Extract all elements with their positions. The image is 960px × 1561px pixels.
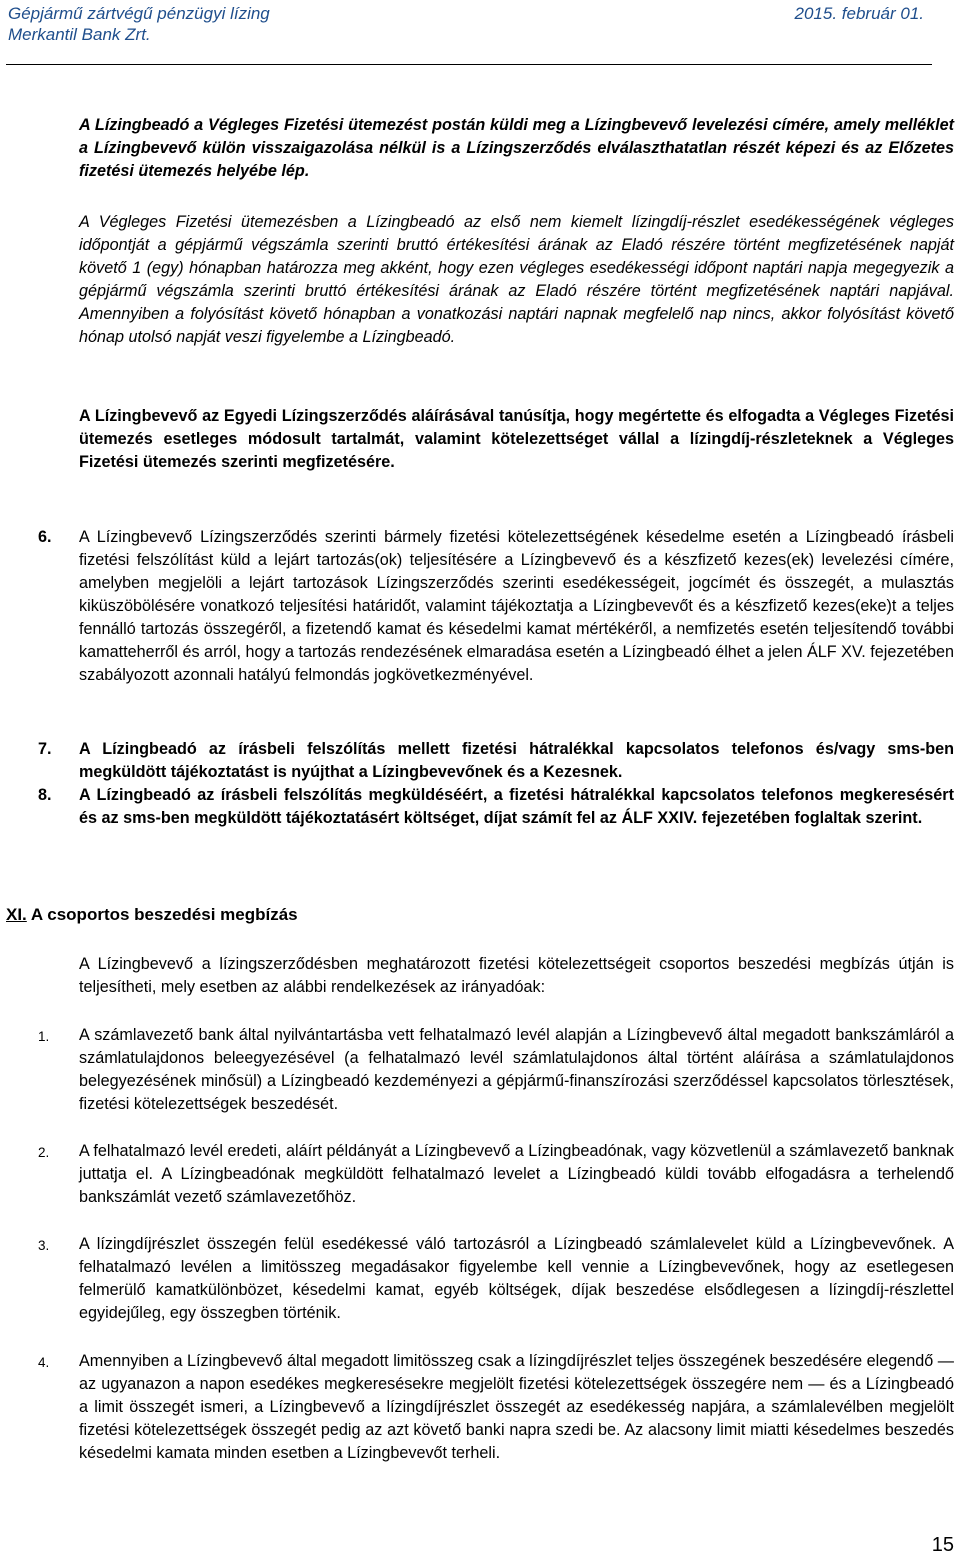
list-text: A lízingdíjrészlet összegén felül esedékessé váló tartozásról a Lízingbeadó számlalevelet küld a Lízingbevevőnek. A felhatalmazó levélen a limitösszeg megadásakor figyelembe kell vennie a Lízingbevevőnek, hogy az esetlegesen felmerülő kamatkülönbözet, késedelmi kamat, egyéb költségek, díjak beszedése elsődlegesen a lízingdíj-részlettel egyidejűleg, egy összegben történik. bbox=[79, 1235, 954, 1322]
page-header bbox=[6, 0, 932, 66]
list-number: 4. bbox=[38, 1355, 50, 1370]
list-item-7 bbox=[38, 738, 954, 784]
list-item-8 bbox=[38, 784, 954, 830]
list-text: A Lízingbeadó az írásbeli felszólítás mellett fizetési hátralékkal kapcsolatos telefonos és/vagy sms-ben megküldött tájékoztatást is nyújthat a Lízingbevevőnek és a Kezesnek. bbox=[79, 740, 954, 781]
list-number: 2. bbox=[38, 1145, 50, 1160]
header-divider bbox=[6, 64, 932, 65]
list-text: A Lízingbeadó az írásbeli felszólítás megküldéséért, a fizetési hátralékkal kapcsolatos telefonos megkeresésért és az sms-ben megküldött tájékoztatásért költséget, díjat számít fel az ÁLF XXIV. fejezetében foglaltak szerint. bbox=[79, 786, 954, 827]
section-item-4 bbox=[38, 1350, 954, 1465]
section-intro: A Lízingbevevő a lízingszerződésben meghatározott fizetési kötelezettségeit csoportos beszedési megbízás útján is teljesítheti, mely esetben az alábbi rendelkezések az irányadóak: bbox=[79, 955, 954, 996]
list-text: A számlavezető bank által nyilvántartásba vett felhatalmazó levél alapján a Lízingbevevő által megadott bankszámláról a számlatulajdonos beleegyezésével (a felhatalmazó levél számlatulajdonos által történt aláírása a számlatulajdonos belegyezésének minősül) a Lízingbeadó kezdeményezi a gépjármű-finanszírozási szerződéssel kapcsolatos törlesztések, fizetési kötelezettségek beszedését. bbox=[79, 1026, 954, 1113]
section-title: A csoportos beszedési megbízás bbox=[30, 905, 298, 924]
section-heading bbox=[6, 903, 298, 927]
paragraph-schedule-details: A Végleges Fizetési ütemezésben a Lízingbeadó az első nem kiemelt lízingdíj-részlet esedékességének végleges időpontját a gépjármű végszámla szerinti bruttó értékesítési árának az Eladó részére történt megfizetésének napját követő 1 (egy) hónapban határozza meg akként, hogy ezen végleges esedékességi időpont naptári napja megegyezik a gépjármű végszámla szerinti bruttó értékesítési árának az Eladó részére történt megfizetésének naptári napjával. Amennyiben a folyósítást követő hónapban a vonatkozási naptári napnak megfelelő nap nincs, akkor folyósítást követő hónap utolsó napját veszi figyelembe a Lízingbeadó. bbox=[79, 213, 954, 346]
bank-name: Merkantil Bank Zrt. bbox=[8, 25, 151, 44]
page-number: 15 bbox=[931, 1534, 954, 1556]
list-number: 1. bbox=[38, 1029, 50, 1044]
list-text: A Lízingbevevő Lízingszerződés szerinti bármely fizetési kötelezettségének késedelme esetén a Lízingbeadó írásbeli fizetési felszólítást küld a lejárt tartozás(ok) teljesítésére a Lízingbevevő és a készfizető kezes(ek) levelezési címére, amelyben megjelöli a lejárt tartozások Lízingszerződés szerinti esedékességeit, jogcímét és összegét, a mulasztás kiküszöbölésére vonatkozó teljesítési határidőt, valamint tájékoztatja a Lízingbevevőt és a készfizető kezes(eke)t a teljes fennálló tartozás összegéről, a fizetendő kamat és késedelmi kamat mértékéről, a nemfizetés esetén teljesítendő további kamatteherről és arról, hogy a tartozás rendezésének elmaradása esetén a Lízingbeadó élhet a jelen ÁLF XV. fejezetében szabályozott azonnali hatályú felmondás jogkövetkezményével. bbox=[79, 528, 954, 684]
list-number: 8. bbox=[38, 786, 52, 804]
list-text: Amennyiben a Lízingbevevő által megadott limitösszeg csak a lízingdíjrészlet teljes összegének beszedésére elegendő — az ugyanazon a napon esedékes megkeresésekre megjelölt fizetési kötelezettségek összegére nem — és a Lízingbeadó a limit összegét ismeri, a Lízingbevevő a lízingdíjrészlet összegét az esedékesség napjára, a számlalevélben megjelölt fizetési kötelezettségek összegét pedig az azt követő banki napra szedi be. Az alacsony limit miatti késedelmes beszedés késedelmi kamata minden esetben a Lízingbevevőt terheli. bbox=[79, 1352, 954, 1462]
paragraph-acknowledgement: A Lízingbevevő az Egyedi Lízingszerződés aláírásával tanúsítja, hogy megértette és elfogadta a Végleges Fizetési ütemezés esetleges módosult tartalmát, valamint kötelezettséget vállal a lízingdíj-részleteknek a Végleges Fizetési ütemezés szerinti megfizetésére. bbox=[79, 407, 954, 471]
list-number: 3. bbox=[38, 1238, 50, 1253]
section-item-1 bbox=[38, 1024, 954, 1116]
paragraph-final-schedule: A Lízingbeadó a Végleges Fizetési ütemezést postán küldi meg a Lízingbevevő levelezési címére, amely melléklet a Lízingbevevő külön visszaigazolása nélkül is a Lízingszerződés elválaszthatatlan részét képezi és az Előzetes fizetési ütemezés helyébe lép. bbox=[79, 116, 954, 180]
list-number: 6. bbox=[38, 528, 52, 546]
document-title: Gépjármű zártvégű pénzügyi lízing bbox=[8, 4, 270, 23]
section-item-3 bbox=[38, 1233, 954, 1325]
list-text: A felhatalmazó levél eredeti, aláírt példányát a Lízingbevevő a Lízingbeadónak, vagy közvetlenül a számlavezető banknak juttatja el. A Lízingbeadónak megküldött felhatalmazó levelet a Lízingbeadó küldi tovább elfogadásra a terhelendő bankszámlát vezető számlavezetőhöz. bbox=[79, 1142, 954, 1206]
list-item-6 bbox=[38, 526, 954, 687]
section-number: XI. bbox=[6, 905, 27, 924]
section-item-2 bbox=[38, 1140, 954, 1209]
list-number: 7. bbox=[38, 740, 52, 758]
document-date: 2015. február 01. bbox=[794, 4, 924, 23]
